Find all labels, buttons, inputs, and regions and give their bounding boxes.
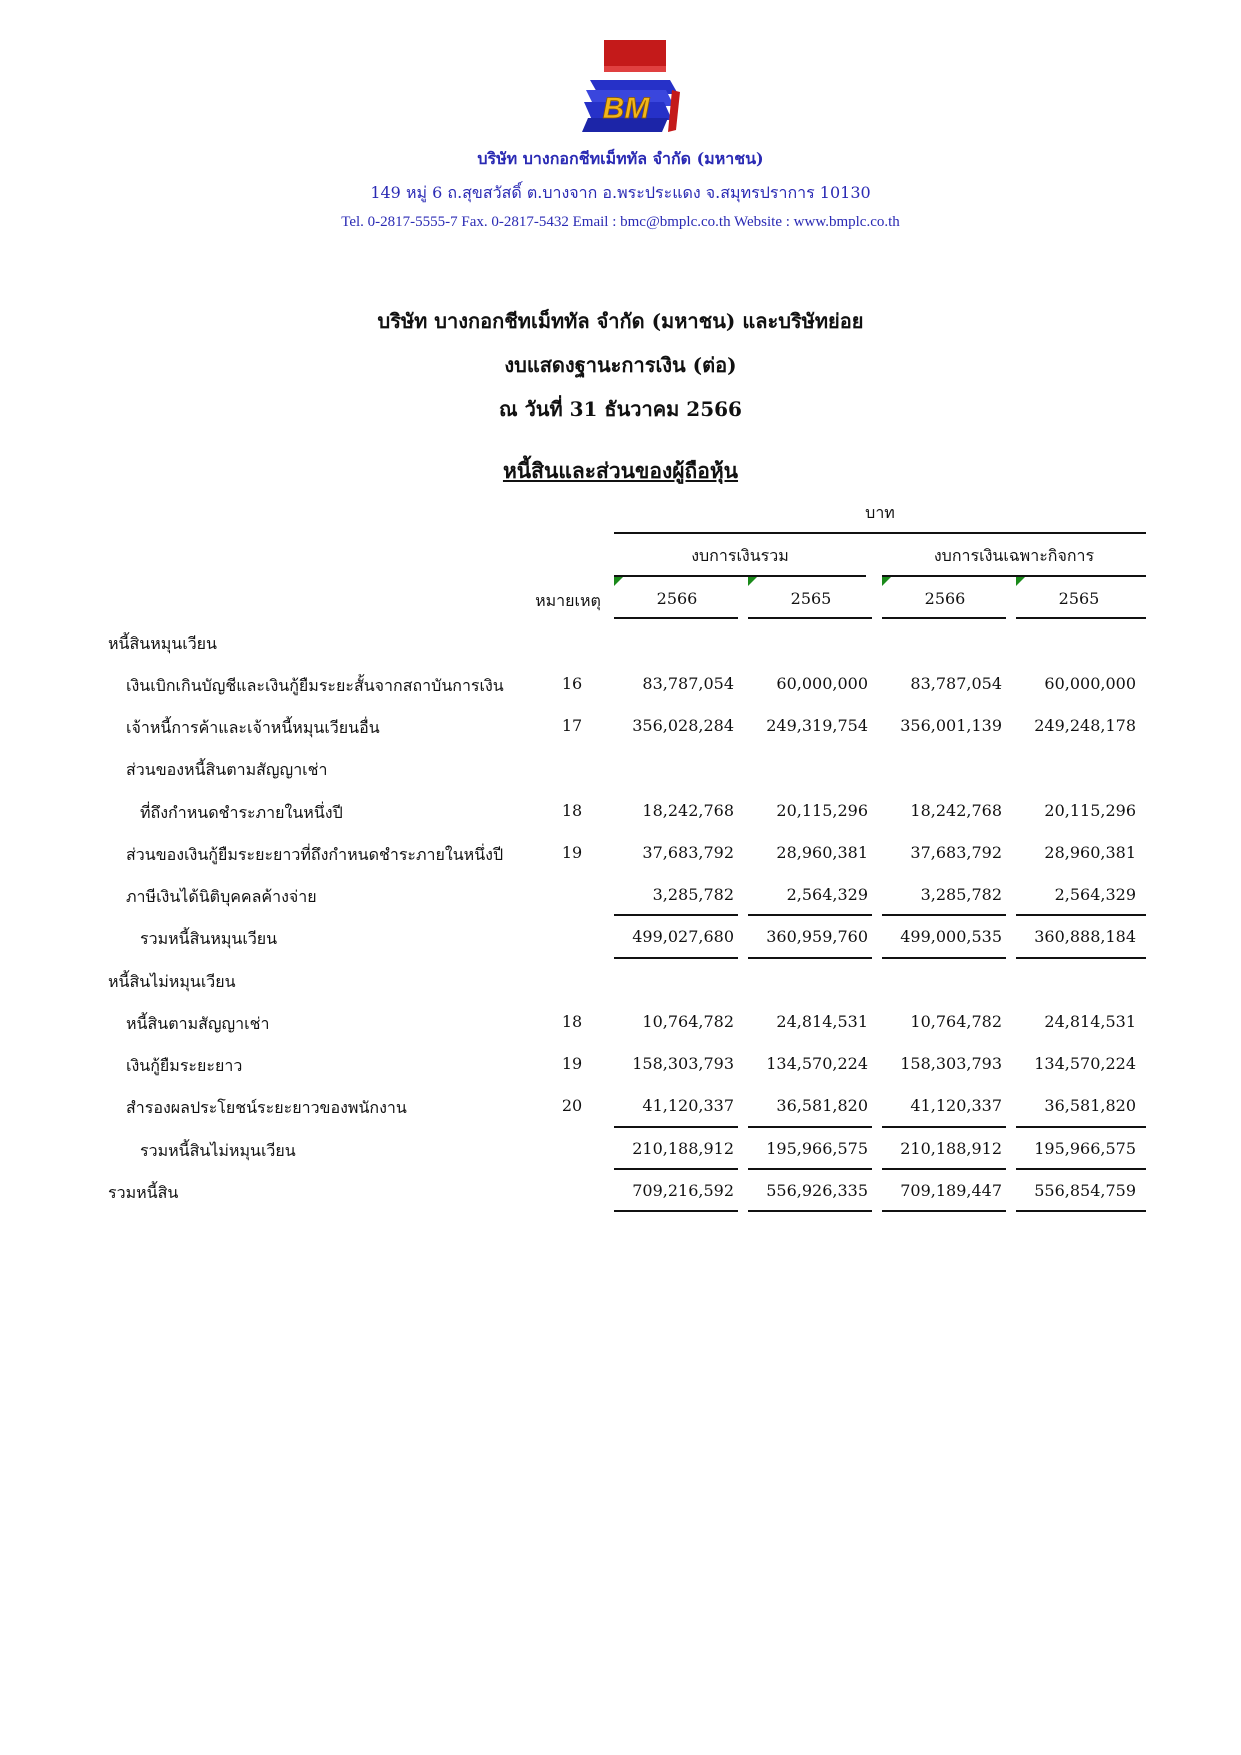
row-value: 134,570,224 (766, 1054, 868, 1073)
grand-total-line (882, 1210, 1006, 1212)
row-value: 195,966,575 (766, 1139, 868, 1158)
row-value: 37,683,792 (642, 843, 734, 862)
row-value: 20,115,296 (1044, 801, 1136, 820)
company-address: 149 หมู่ 6 ถ.สุขสวัสดิ์ ต.บางจาก อ.พระประแดง จ.สมุทรปราการ 10130 (370, 183, 871, 202)
row-value: 28,960,381 (776, 843, 868, 862)
row-value: 2,564,329 (1054, 885, 1136, 904)
header-divider (614, 532, 1146, 534)
comment-marker (614, 577, 623, 586)
total-line (882, 957, 1006, 959)
row-note: 19 (561, 843, 583, 862)
row-value: 83,787,054 (910, 674, 1002, 693)
row-value: 709,189,447 (900, 1181, 1002, 1200)
table-row (0, 716, 1241, 746)
statement-date: ณ วันที่ 31 ธันวาคม 2566 (499, 397, 742, 421)
row-note: 20 (561, 1096, 583, 1115)
note-header: หมายเหตุ (535, 591, 601, 610)
row-label: รวมหนี้สินไม่หมุนเวียน (140, 1141, 296, 1160)
row-note: 17 (561, 716, 583, 735)
table-row (0, 885, 1241, 915)
total-line (748, 957, 872, 959)
row-value: 3,285,782 (920, 885, 1002, 904)
row-value: 210,188,912 (900, 1139, 1002, 1158)
row-value: 158,303,793 (632, 1054, 734, 1073)
row-value: 556,926,335 (766, 1181, 868, 1200)
table-row (0, 758, 1241, 788)
subtotal-line (1016, 914, 1146, 916)
row-value: 158,303,793 (900, 1054, 1002, 1073)
statement-subtitle: งบแสดงฐานะการเงิน (ต่อ) (504, 353, 737, 377)
row-label: หนี้สินไม่หมุนเวียน (108, 972, 236, 991)
total-line (614, 957, 738, 959)
row-note: 16 (561, 674, 583, 693)
row-label: ส่วนของหนี้สินตามสัญญาเช่า (126, 760, 328, 779)
row-value: 10,764,782 (642, 1012, 734, 1031)
row-value: 499,000,535 (900, 927, 1002, 946)
year-divider (614, 617, 738, 619)
table-row (0, 1181, 1241, 1211)
row-label: ภาษีเงินได้นิติบุคคลค้างจ่าย (126, 887, 317, 906)
subtotal-line (614, 1126, 738, 1128)
row-label: หนี้สินตามสัญญาเช่า (126, 1014, 270, 1033)
row-value: 556,854,759 (1034, 1181, 1136, 1200)
table-row (0, 1054, 1241, 1084)
statement-title: บริษัท บางกอกชีทเม็ททัล จำกัด (มหาชน) และบริษัทย่อย (377, 309, 864, 333)
subtotal-line (614, 914, 738, 916)
row-label: เงินเบิกเกินบัญชีและเงินกู้ยืมระยะสั้นจากสถาบันการเงิน (126, 676, 504, 695)
row-value: 18,242,768 (910, 801, 1002, 820)
table-row (0, 1012, 1241, 1042)
group-consolidated: งบการเงินรวม (691, 546, 789, 565)
row-value: 37,683,792 (910, 843, 1002, 862)
year-header: 2566 (924, 589, 966, 608)
comment-marker (882, 577, 891, 586)
subtotal-line (882, 914, 1006, 916)
row-value: 709,216,592 (632, 1181, 734, 1200)
table-row (0, 801, 1241, 831)
row-label: เงินกู้ยืมระยะยาว (126, 1056, 243, 1075)
row-value: 134,570,224 (1034, 1054, 1136, 1073)
row-value: 3,285,782 (652, 885, 734, 904)
row-value: 360,888,184 (1034, 927, 1136, 946)
row-value: 60,000,000 (776, 674, 868, 693)
grand-total-line (1016, 1210, 1146, 1212)
table-row (0, 927, 1241, 957)
row-value: 24,814,531 (776, 1012, 868, 1031)
row-value: 356,028,284 (632, 716, 734, 735)
group-divider (882, 575, 1146, 577)
row-label: สำรองผลประโยชน์ระยะยาวของพนักงาน (126, 1098, 407, 1117)
row-value: 83,787,054 (642, 674, 734, 693)
row-value: 210,188,912 (632, 1139, 734, 1158)
row-value: 356,001,139 (900, 716, 1002, 735)
row-label: ส่วนของเงินกู้ยืมระยะยาวที่ถึงกำหนดชำระภายในหนึ่งปี (126, 845, 504, 864)
subtotal-line (748, 914, 872, 916)
table-row (0, 632, 1241, 662)
comment-marker (1016, 577, 1025, 586)
subtotal-line (1016, 1126, 1146, 1128)
row-value: 36,581,820 (1044, 1096, 1136, 1115)
total-line (1016, 1168, 1146, 1170)
row-value: 41,120,337 (642, 1096, 734, 1115)
row-value: 249,248,178 (1034, 716, 1136, 735)
row-value: 24,814,531 (1044, 1012, 1136, 1031)
row-label: ที่ถึงกำหนดชำระภายในหนึ่งปี (140, 803, 343, 822)
year-header: 2566 (656, 589, 698, 608)
year-divider (748, 617, 872, 619)
row-label: หนี้สินหมุนเวียน (108, 634, 217, 653)
table-row (0, 843, 1241, 873)
year-header: 2565 (790, 589, 832, 608)
row-note: 18 (561, 1012, 583, 1031)
year-header: 2565 (1058, 589, 1100, 608)
subtotal-line (748, 1126, 872, 1128)
row-value: 36,581,820 (776, 1096, 868, 1115)
row-value: 41,120,337 (910, 1096, 1002, 1115)
row-value: 195,966,575 (1034, 1139, 1136, 1158)
group-separate: งบการเงินเฉพาะกิจการ (933, 546, 1095, 565)
year-divider (882, 617, 1006, 619)
subtotal-line (882, 1126, 1006, 1128)
row-value: 18,242,768 (642, 801, 734, 820)
row-value: 10,764,782 (910, 1012, 1002, 1031)
row-value: 360,959,760 (766, 927, 868, 946)
row-label: รวมหนี้สิน (108, 1183, 179, 1202)
total-line (882, 1168, 1006, 1170)
currency-label: บาท (865, 503, 895, 522)
grand-total-line (614, 1210, 738, 1212)
row-value: 60,000,000 (1044, 674, 1136, 693)
table-row (0, 970, 1241, 1000)
year-divider (1016, 617, 1146, 619)
section-title: หนี้สินและส่วนของผู้ถือหุ้น (502, 458, 739, 483)
group-divider (614, 575, 866, 577)
row-value: 499,027,680 (632, 927, 734, 946)
grand-total-line (748, 1210, 872, 1212)
row-label: เจ้าหนี้การค้าและเจ้าหนี้หมุนเวียนอื่น (126, 718, 380, 737)
company-contact: Tel. 0-2817-5555-7 Fax. 0-2817-5432 Email : bmc@bmplc.co.th Website : www.bmplc.co.th (341, 214, 900, 230)
total-line (614, 1168, 738, 1170)
comment-marker (748, 577, 757, 586)
row-label: รวมหนี้สินหมุนเวียน (140, 929, 278, 948)
row-note: 18 (561, 801, 583, 820)
table-row (0, 1139, 1241, 1169)
table-row (0, 674, 1241, 704)
company-name: บริษัท บางกอกชีทเม็ททัล จำกัด (มหาชน) (477, 149, 764, 168)
row-note: 19 (561, 1054, 583, 1073)
total-line (748, 1168, 872, 1170)
total-line (1016, 957, 1146, 959)
company-logo (582, 40, 682, 136)
row-value: 28,960,381 (1044, 843, 1136, 862)
row-value: 20,115,296 (776, 801, 868, 820)
row-value: 2,564,329 (786, 885, 868, 904)
row-value: 249,319,754 (766, 716, 868, 735)
table-row (0, 1096, 1241, 1126)
logo-text: BM (602, 92, 650, 125)
